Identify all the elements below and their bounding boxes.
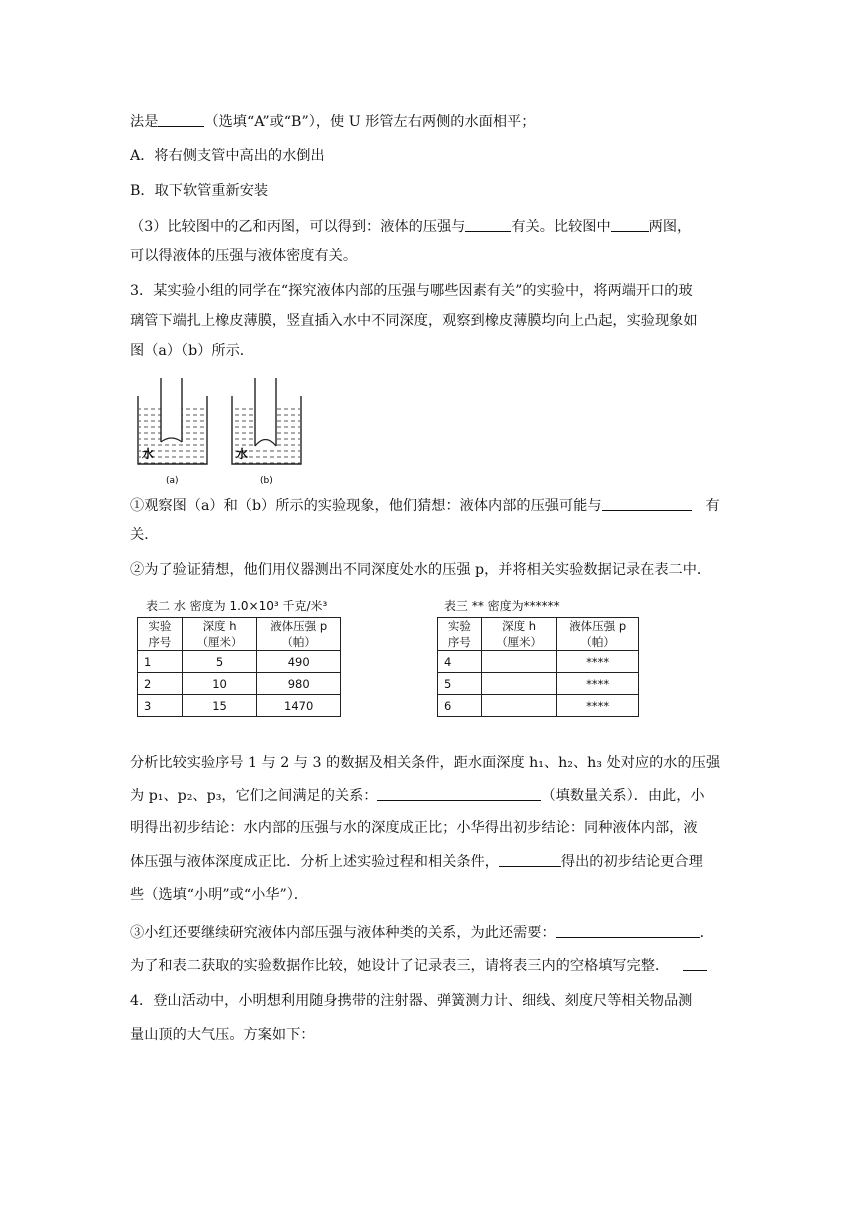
text-line-17: ③小红还要继续研究液体内部压强与液体种类的关系，为此还需要： ．: [130, 922, 714, 943]
table-header-row: [138, 618, 341, 651]
text-line-9: ①观察图（a）和（b）所示的实验现象，他们猜想：液体内部的压强可能与 有: [130, 495, 720, 516]
water-label-a: 水: [142, 447, 155, 461]
question-4-line-1: 4．登山活动中，小明想利用随身携带的注射器、弹簧测力计、细线、刻度尺等相关物品测: [130, 993, 693, 1009]
text-line-16: 些（选填“小明”或“小华”）．: [130, 887, 308, 903]
table-row: 5 ****: [438, 673, 639, 695]
header-cell: 实验 序号: [138, 618, 183, 651]
answer-blank: [683, 955, 707, 971]
table-row: 4 ****: [438, 651, 639, 673]
answer-blank: [158, 111, 204, 127]
header-cell: 液体压强 p （帕）: [257, 618, 341, 651]
table-row: 2 10 980: [138, 673, 341, 695]
table-2: [137, 617, 341, 717]
header-cell: 深度 h （厘米）: [182, 618, 257, 651]
answer-blank: [602, 495, 692, 511]
table-header-row: [438, 618, 639, 651]
option-a: A．将右侧支管中高出的水倒出: [130, 148, 325, 164]
question-3-line-3: 图（a）（b）所示．: [130, 343, 254, 359]
header-cell: 深度 h （厘米）: [481, 618, 557, 651]
water-label-b: 水: [236, 447, 249, 461]
answer-blank: [611, 216, 649, 232]
question-3-line-1: 3．某实验小组的同学在“探究液体内部的压强与哪些因素有关”的实验中，将两端开口的玻: [130, 283, 693, 299]
figure-label-a: (a): [166, 476, 179, 486]
text-line-12: 分析比较实验序号 1 与 2 与 3 的数据及相关条件，距水面深度 h₁、h₂、h₃ 处对应的水的压强: [130, 755, 721, 771]
text-line-5: 可以得液体的压强与液体密度有关。: [130, 248, 358, 264]
text-line-1: 法是 （选填“A”或“B”），使 U 形管左右两侧的水面相平；: [130, 111, 535, 132]
header-cell: 液体压强 p （帕）: [557, 618, 639, 651]
text-line-11: ②为了验证猜想，他们用仪器测出不同深度处水的压强 p，并将相关实验数据记录在表二中．: [130, 562, 712, 578]
question-3-line-2: 璃管下端扎上橡皮薄膜，竖直插入水中不同深度，观察到橡皮薄膜均向上凸起，实验现象如: [130, 313, 698, 329]
table-3-caption: 表三 ** 密度为******: [444, 599, 560, 613]
text-line-15: 体压强与液体深度成正比．分析上述实验过程和相关条件， 得出的初步结论更合理: [130, 851, 703, 872]
table-3: [437, 617, 639, 717]
answer-blank: [465, 216, 511, 232]
table-row: 1 5 490: [138, 651, 341, 673]
text-line-14: 明得出初步结论：水内部的压强与水的深度成正比；小华得出初步结论：同种液体内部，液: [130, 820, 698, 836]
figure-label-b: (b): [260, 476, 273, 486]
table-row: 3 15 1470: [138, 695, 341, 717]
text-line-18: 为了和表二获取的实验数据作比较，她设计了记录表三，请将表三内的空格填写完整．: [130, 955, 707, 976]
text-line-13: 为 p₁、p₂、p₃，它们之间满足的关系： （填数量关系）．由此，小: [130, 785, 705, 806]
text-line-4: （3）比较图中的乙和丙图，可以得到：液体的压强与 有关。比较图中 两图，: [130, 216, 691, 237]
option-b: B．取下软管重新安装: [130, 183, 269, 199]
answer-blank: [556, 922, 700, 938]
question-4-line-2: 量山顶的大气压。方案如下：: [130, 1027, 315, 1043]
experiment-figure: [130, 370, 310, 490]
text-line-10: 关．: [130, 527, 159, 543]
answer-blank: [499, 851, 561, 867]
table-2-caption: 表二 水 密度为 1.0×10³ 千克/米³: [146, 599, 328, 613]
table-row: 6 ****: [438, 695, 639, 717]
header-cell: 实验 序号: [438, 618, 482, 651]
answer-blank: [377, 785, 541, 801]
